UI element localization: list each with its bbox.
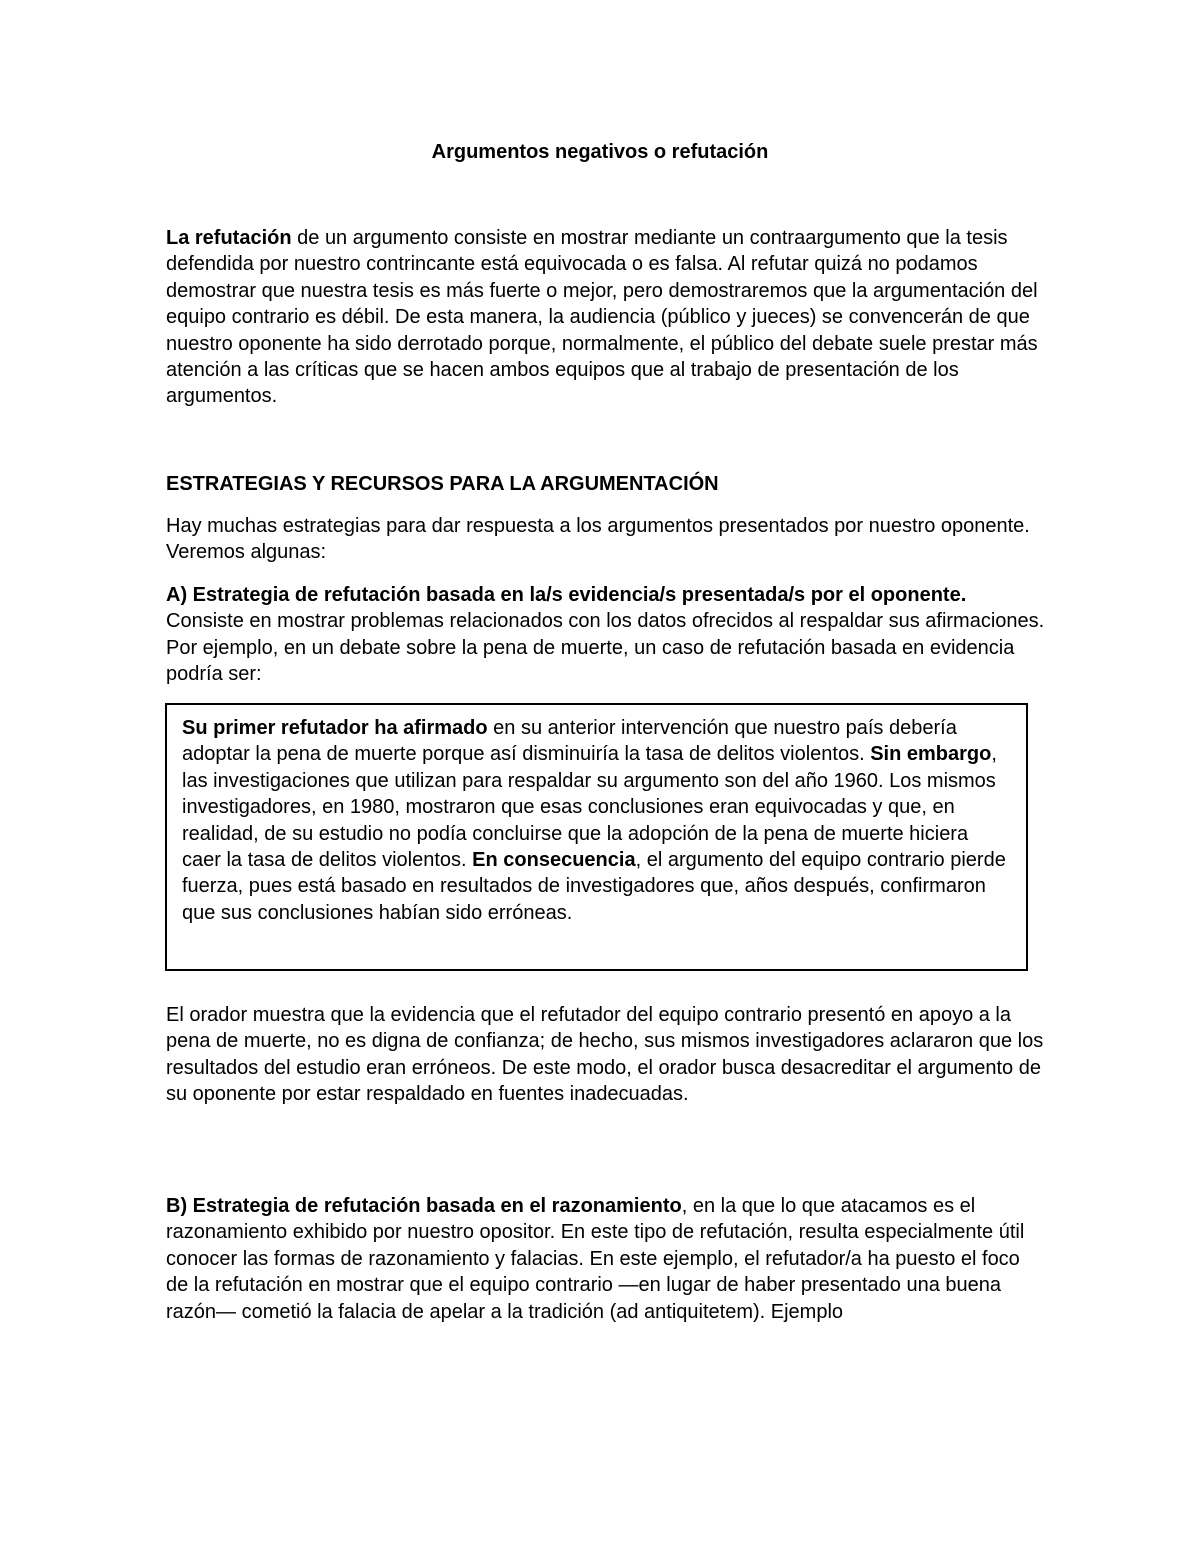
strategies-intro-paragraph: Hay muchas estrategias para dar respuesta a los argumentos presentados por nuestro oponente. Veremos algunas:	[166, 515, 1030, 564]
intro-text: de un argumento consiste en mostrar mediante un contraargumento que la tesis defendida por nuestro contrincante está equivocada o es falsa. Al refutar quizá no podamos demostrar que nuestra tesis es más fuerte o mejor, pero demostraremos que la argumentación del equipo contrario es débil. De esta manera, la audiencia (público y jueces) se convencerán de que nuestro oponente ha sido derrotado porque, normalmente, el público del debate suele prestar más atención a las críticas que se hacen ambos equipos que al trabajo de presentación de los argumentos.	[166, 227, 1038, 408]
analysis-paragraph: El orador muestra que la evidencia que el refutador del equipo contrario presentó en apoyo a la pena de muerte, no es digna de confianza; de hecho, sus mismos investigadores aclararon que los resultados del estudio eran erróneos. De este modo, el orador busca desacreditar el argumento de su oponente por estar respaldado en fuentes inadecuadas.	[166, 1004, 1044, 1106]
section-heading: ESTRATEGIAS Y RECURSOS PARA LA ARGUMENTACIÓN	[166, 473, 719, 495]
strategy-b-text: , en la que lo que atacamos es el razonamiento exhibido por nuestro opositor. En este tipo de refutación, resulta especialmente útil conocer las formas de razonamiento y falacias. En este ejemplo, el refutador/a ha puesto el foco de la refutación en mostrar que el equipo contrario —en lugar de haber presentado una buena razón— cometió la falacia de apelar a la tradición (ad antiquitetem). Ejemplo	[166, 1195, 1025, 1323]
strategy-a-text: Consiste en mostrar problemas relacionados con los datos ofrecidos al respaldar sus afirmaciones. Por ejemplo, en un debate sobre la pena de muerte, un caso de refutación basada en evidencia podría ser:	[166, 610, 1045, 686]
intro-lead: La refutación	[166, 227, 292, 249]
strategy-b-paragraph	[166, 1193, 1046, 1325]
example-bold-1: Su primer refutador ha afirmado	[182, 717, 488, 739]
document-title: Argumentos negativos o refutación	[431, 141, 769, 163]
example-bold-3: En consecuencia	[472, 849, 636, 872]
example-box	[165, 703, 1028, 971]
example-text-1: en su anterior intervención que nuestro país debería adoptar la pena de muerte porque así disminuiría la tasa de delitos violentos.	[182, 717, 957, 766]
example-text-2: , las investigaciones que utilizan para respaldar su argumento son del año 1960. Los mismos investigadores, en 1980, mostraron que esas conclusiones eran equivocadas y que, en realidad, de su estudio no podía concluirse que la adopción de la pena de muerte hiciera caer la tasa de delitos violentos.	[182, 743, 997, 872]
strategy-b-lead: B) Estrategia de refutación basada en el razonamiento	[166, 1195, 682, 1217]
strategy-a-lead: A) Estrategia de refutación basada en la/s evidencia/s presentada/s por el oponente.	[166, 584, 967, 606]
example-box-text	[182, 715, 1012, 926]
example-text-3: , el argumento del equipo contrario pierde fuerza, pues está basado en resultados de investigadores que, años después, confirmaron que sus conclusiones habían sido erróneas.	[182, 849, 1006, 924]
example-bold-2: Sin embargo	[870, 743, 992, 766]
strategy-a-paragraph	[166, 582, 1046, 688]
intro-paragraph	[166, 225, 1046, 410]
